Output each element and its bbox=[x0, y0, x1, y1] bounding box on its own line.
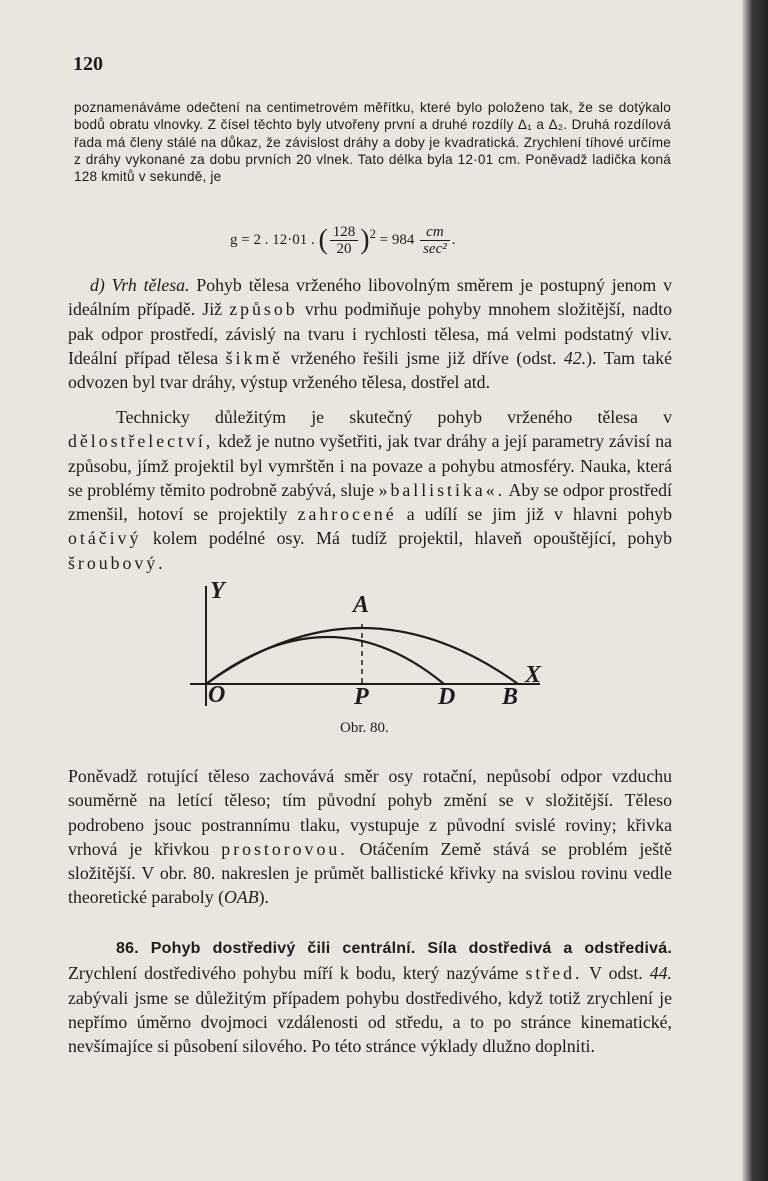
scan-binding-edge bbox=[742, 0, 768, 1181]
label-b: B bbox=[502, 684, 519, 710]
formula-end: . bbox=[451, 231, 456, 248]
page-number: 120 bbox=[73, 53, 103, 75]
formula-lhs: g = 2 . 12·01 . bbox=[230, 231, 315, 248]
formula-result: = 984 bbox=[379, 231, 415, 248]
formula-paren-open: ( bbox=[318, 224, 328, 256]
ballistic-curve-od bbox=[206, 637, 444, 684]
paragraph-intro: poznamenáváme odečtení na centimetrovém měřítku, které bylo položeno tak, že se dotýkalo bodů obratu vlnovky. Z čísel těchto byly utvořeny první a druhé rozdíly Δ₁ a Δ₂. Druhá rozdílová řada má členy stálé na důkaz, že závislost dráhy a doby je kvadratická. Zrychlení tíhové určíme z dráhy vykonané za dobu prvních 20 vlnek. Tato délka byla 12·01 cm. Poněvadž ladička koná 128 kmitů v sekundě, je bbox=[74, 100, 671, 185]
paragraph-section-86: 86. Pohyb dostředivý čili centrální. Síla dostředivá a odstředivá. Zrychlení dostředivého pohybu míří k bodu, který nazýváme střed. V odst. 44. zabývali jsme se důležitým případem pohybu dostředivého, když totiž zrychlení je nepřímo úměrno dvojmoci vzdálenosti od středu, a to po stránce kinematické, nevšímajíce si působení silového. Po této stránce výklady dlužno doplniti. bbox=[68, 940, 672, 1057]
formula-paren-close: ) bbox=[360, 224, 370, 256]
figure-ballistic-curve bbox=[180, 576, 580, 736]
formula-unit-num: cm bbox=[420, 224, 450, 241]
formula-unit-den: sec² bbox=[423, 241, 447, 257]
section-heading-86: 86. Pohyb dostředivý čili centrální. Síla dostředivá a odstředivá. bbox=[116, 940, 672, 957]
formula-unit bbox=[420, 224, 450, 257]
figure-caption: Obr. 80. bbox=[340, 720, 389, 736]
figure-drawing bbox=[180, 576, 580, 736]
label-o: O bbox=[208, 682, 226, 708]
formula-frac-num: 128 bbox=[330, 224, 359, 241]
paragraph-ballistika: Technicky důležitým je skutečný pohyb vrženého tělesa v dělostřelectví, kdež je nutno vyšetřiti, jak tvar dráhy a její parametry závisí na způsobu, jímž projektil byl vymrštěn i na povaze a pohybu atmosféry. Nauka, která se problémy těmito podrobně zabývá, sluje »ballistika«. Aby se odpor prostředí zmenšil, hotoví se projektily zahrocené a udílí se jim již v hlavni pohyb otáčivý kolem podélné osy. Má tudíž projektil, hlaveň opouštějící, pohyb šroubový. bbox=[68, 407, 673, 573]
label-x: X bbox=[525, 662, 542, 688]
section-label-vrh: d) Vrh tělesa. bbox=[90, 275, 190, 295]
label-p: P bbox=[354, 684, 369, 710]
formula-gravity bbox=[230, 224, 456, 257]
label-d: D bbox=[438, 684, 456, 710]
formula-exponent: 2 bbox=[369, 226, 376, 241]
formula-fraction bbox=[330, 224, 359, 257]
paragraph-vrh-telesa: d) Vrh tělesa. Pohyb tělesa vrženého libovolným směrem je postupný jenom v ideálním případě. Již způsob vrhu podmiňuje pohyby mnohem složitější, nadto pak odpor prostředí, závislý na tvaru i rychlosti tělesa, má velmi podstatný vliv. Ideální případ tělesa šikmě vrženého řešili jsme již dříve (odst. 42.). Tam také odvozen byl tvar dráhy, výstup vrženého tělesa, dostřel atd. bbox=[68, 275, 673, 393]
label-a: A bbox=[353, 592, 370, 618]
formula-frac-den: 20 bbox=[336, 241, 352, 257]
label-y: Y bbox=[210, 578, 225, 604]
paragraph-rotujici-teleso: Poněvadž rotující těleso zachovává směr osy rotační, nepůsobí odpor vzduchu souměrně na letící těleso; tím původní pohyb změní se v složitější. Těleso podrobeno jsouc postrannímu tlaku, vystupuje z původní svislé roviny; křivka vrhová je křivkou prostorovou. Otáčením Země stává se problém ještě složitější. V obr. 80. nakreslen je průmět ballistické křivky na svislou rovinu vedle theoretické paraboly (OAB). bbox=[68, 766, 672, 908]
